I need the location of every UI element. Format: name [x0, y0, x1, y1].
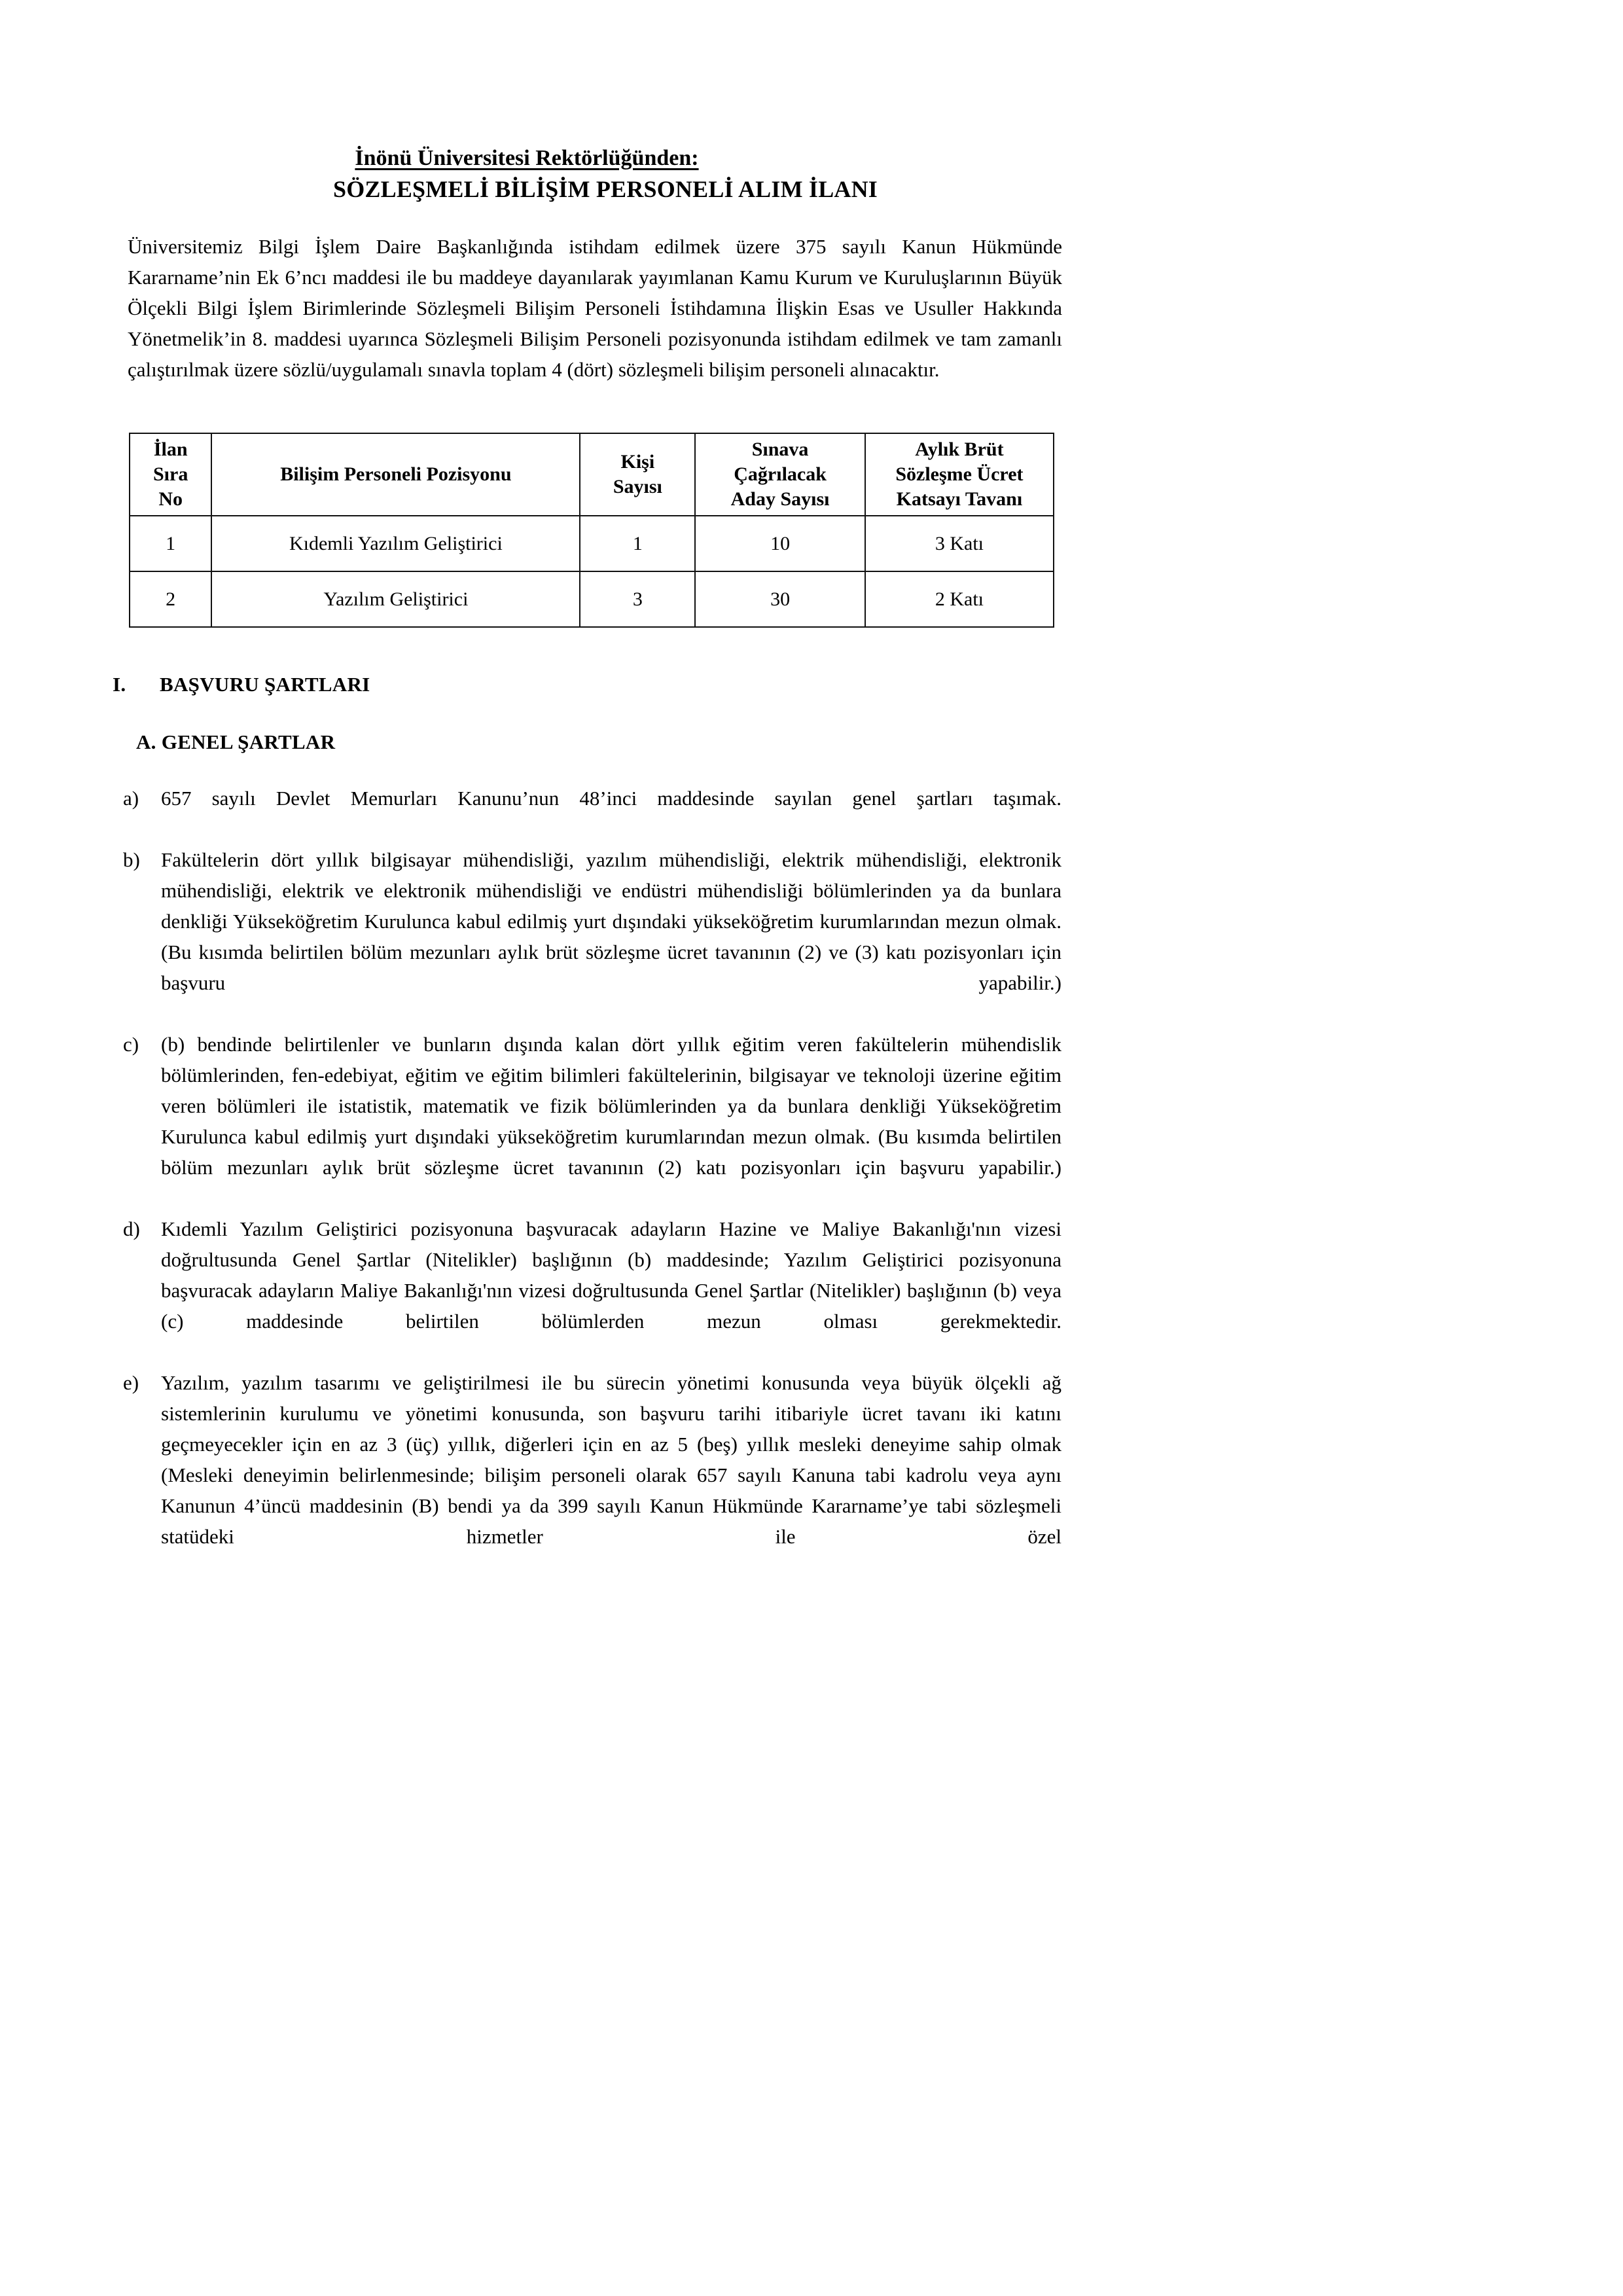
col-header-ilan-sira-no: [130, 433, 211, 516]
cell-ilan-sira-no: 1: [130, 516, 211, 571]
list-item-text: 657 sayılı Devlet Memurları Kanunu’nun 48’inci maddesinde sayılan genel şartları taşımak.: [161, 787, 1061, 810]
list-item-text: (b) bendinde belirtilenler ve bunların dışında kalan dört yıllık eğitim veren fakültelerin mühendislik bölümlerinden, fen-edebiyat, eğitim ve eğitim bilimleri fakültelerinin, bilgisayar ve teknoloji üzerine eğitim veren bölümleri ile istatistik, matematik ve fizik bölümlerinden ya da bunlara denkliği Yükseköğretim Kurulunca kabul edilmiş yurt dışındaki yükseköğretim kurumlarından mezun olmak. (Bu kısımda belirtilen bölüm mezunları aylık brüt sözleşme ücret tavanının (2) katı pozisyonları için başvuru yapabilir.): [161, 1033, 1061, 1179]
general-conditions-list: [123, 783, 1061, 1583]
table-header-row: [130, 433, 1054, 516]
table-body: [130, 516, 1054, 627]
issuer-title-text: İnönü Üniversitesi Rektörlüğünden:: [355, 146, 699, 170]
document-header: [128, 145, 1063, 204]
list-item: [123, 783, 1061, 844]
col-header-katsayi-tavani: [865, 433, 1054, 516]
header-line: Sıra: [153, 463, 188, 485]
header-line: Çağrılacak: [734, 463, 827, 485]
list-item: [123, 1213, 1061, 1367]
header-line: Aday Sayısı: [730, 488, 830, 510]
col-header-aday-sayisi: [695, 433, 865, 516]
cell-aday-sayisi: 10: [695, 516, 865, 571]
table-head: [130, 433, 1054, 516]
col-header-pozisyon: [211, 433, 580, 516]
header-line: Sınava: [751, 439, 809, 460]
list-item-text: Yazılım, yazılım tasarımı ve geliştirilmesi ile bu sürecin yönetimi konusunda veya büyük ölçekli ağ sistemlerinin kurulumu ve yönetimi konusunda, son başvuru tarihi itibariyle ücret tavanı iki katını geçmeyecekler için en az 3 (üç) yıllık, diğerleri için en az 5 (beş) yıllık mesleki deneyime sahip olmak (Mesleki deneyimin belirlenmesinde; bilişim personeli olarak 657 sayılı Kanuna tabi kadrolu veya aynı Kanunun 4’üncü maddesinin (B) bendi ya da 399 sayılı Kanun Hükmünde Kararname’ye tabi sözleşmeli statüdeki hizmetler ile özel: [161, 1371, 1061, 1548]
section-number: I.: [113, 673, 126, 696]
list-item-marker: b): [123, 848, 140, 871]
list-item-marker: c): [123, 1033, 139, 1056]
cell-kisi-sayisi: 3: [580, 571, 695, 627]
issuer-title: [0, 145, 1063, 171]
header-line: No: [158, 488, 183, 510]
col-header-kisi-sayisi: [580, 433, 695, 516]
intro-paragraph-text: Üniversitemiz Bilgi İşlem Daire Başkanlığında istihdam edilmek üzere 375 sayılı Kanun Hükmünde Kararname’nin Ek 6’ncı maddesi ile bu maddeye dayanılarak yayımlanan Kamu Kurum ve Kuruluşlarının Büyük Ölçekli Bilgi İşlem Birimlerinde Sözleşmeli Bilişim Personeli İstihdamına İlişkin Esas ve Usuller Hakkında Yönetmelik’in 8. maddesi uyarınca Sözleşmeli Bilişim Personeli pozisyonunda istihdam edilmek ve tam zamanlı çalıştırılmak üzere sözlü/uygulamalı sınavla toplam 4 (dört) sözleşmeli bilişim personeli alınacaktır.: [128, 235, 1062, 381]
header-line: Sayısı: [613, 476, 662, 497]
table-row: [130, 516, 1054, 571]
positions-table: [129, 433, 1054, 628]
header-line: İlan: [153, 439, 188, 460]
table-row: [130, 571, 1054, 627]
announcement-title: SÖZLEŞMELİ BİLİŞİM PERSONELİ ALIM İLANI: [332, 176, 878, 203]
list-item-marker: a): [123, 787, 139, 810]
header-line: Kişi: [620, 451, 655, 473]
intro-paragraph: [128, 231, 1062, 385]
cell-pozisyon: Yazılım Geliştirici: [211, 571, 580, 627]
header-line: Aylık Brüt: [915, 439, 1004, 460]
list-item-text: Fakültelerin dört yıllık bilgisayar mühendisliği, yazılım mühendisliği, elektrik mühendisliği, elektronik mühendisliği, elektrik ve elektronik mühendisliği ve endüstri mühendisliği bölümlerinden ya da bunlara denkliği Yükseköğretim Kurulunca kabul edilmiş yurt dışındaki yükseköğretim kurumlarından mezun olmak. (Bu kısımda belirtilen bölüm mezunları aylık brüt sözleşme ücret tavanının (2) ve (3) katı pozisyonları için başvuru yapabilir.): [161, 848, 1061, 994]
list-item: [123, 1367, 1061, 1583]
list-item: [123, 844, 1061, 1029]
cell-aday-sayisi: 30: [695, 571, 865, 627]
list-item-marker: d): [123, 1217, 140, 1240]
section-title: BAŞVURU ŞARTLARI: [160, 673, 370, 696]
section-heading-basvuru-sartlari: [113, 673, 370, 696]
header-line: Bilişim Personeli Pozisyonu: [280, 463, 512, 485]
header-line: Sözleşme Ücret: [895, 463, 1024, 485]
header-line: Katsayı Tavanı: [896, 488, 1023, 510]
cell-pozisyon: Kıdemli Yazılım Geliştirici: [211, 516, 580, 571]
cell-ilan-sira-no: 2: [130, 571, 211, 627]
list-item-marker: e): [123, 1371, 139, 1394]
list-item: [123, 1029, 1061, 1213]
cell-katsayi-tavani: 2 Katı: [865, 571, 1054, 627]
positions-table-wrapper: [129, 433, 1054, 628]
cell-kisi-sayisi: 1: [580, 516, 695, 571]
cell-katsayi-tavani: 3 Katı: [865, 516, 1054, 571]
list-item-text: Kıdemli Yazılım Geliştirici pozisyonuna başvuracak adayların Hazine ve Maliye Bakanlığı'nın vizesi doğrultusunda Genel Şartlar (Nitelikler) başlığının (b) maddesinde; Yazılım Geliştirici pozisyonuna başvuracak adayların Maliye Bakanlığı'nın vizesi doğrultusunda Genel Şartlar (Nitelikler) başlığının (b) veya (c) maddesinde belirtilen bölümlerden mezun olması gerekmektedir.: [161, 1217, 1061, 1333]
subsection-heading-genel-sartlar: A. GENEL ŞARTLAR: [136, 730, 336, 753]
